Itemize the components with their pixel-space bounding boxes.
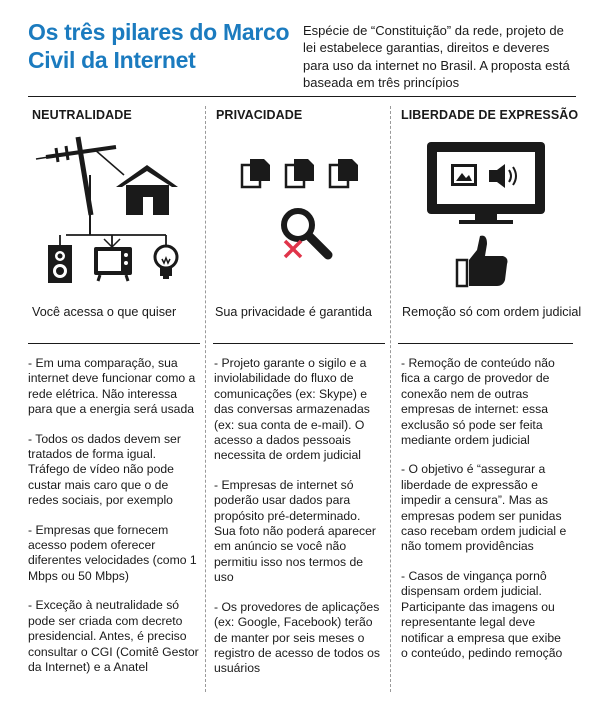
column-heading-liberdade: LIBERDADE DE EXPRESSÃO: [401, 108, 579, 122]
intro-text: Espécie de “Constituição” da rede, projeto de lei estabelece garantias, direitos e deveres para uso da internet no Brasil. A proposta está baseada em três princípios: [303, 23, 570, 91]
image-icon: [451, 164, 477, 186]
thumbs-up-icon: [457, 236, 508, 286]
list-item: - Remoção de conteúdo não fica a cargo de provedor de conexão nem de outras empresas de internet: essa exclusão só pode ser feita mediante ordem judicial: [401, 356, 555, 448]
column-separator: [205, 106, 206, 692]
list-item: - Casos de vingança pornô dispensam ordem judicial. Participante das imagens ou representante legal deve notificar a empresa que exibe o conteúdo, pedindo remoção: [401, 568, 563, 660]
neutralidade-illustration: [36, 135, 196, 290]
x-mark-icon: [285, 241, 301, 257]
house-icon: [116, 165, 178, 215]
list-item: - Todos os dados devem ser tratados de forma igual. Tráfego de vídeo não pode custar mais caro que o de redes sociais, por exemplo: [28, 431, 181, 508]
column-heading-neutralidade: NEUTRALIDADE: [32, 108, 132, 122]
page-title: Os três pilares do Marco Civil da Internet: [28, 19, 290, 73]
caption-divider: [398, 343, 573, 344]
tv-icon: [94, 239, 132, 281]
monitor-icon: [427, 142, 545, 224]
points-privacidade: [214, 356, 382, 691]
points-neutralidade: [28, 356, 200, 689]
list-item: - Projeto garante o sigilo e a inviolabilidade do fluxo de comunicações (ex: Skype) e das conversas armazenadas (ex: sua conta de e-mail). O acesso a dados pessoais necessita de ordem judicial: [214, 356, 370, 463]
liberdade-illustration: [425, 140, 550, 290]
document-icon: [286, 159, 314, 187]
caption-divider: [213, 343, 385, 344]
column-heading-privacidade: PRIVACIDADE: [216, 108, 303, 122]
points-liberdade: [401, 356, 569, 675]
document-icon: [242, 159, 270, 187]
list-item: - Exceção à neutralidade só pode ser criada com decreto presidencial. Antes, é preciso consultar o CGI (Comitê Gestor da Internet) e a Anatel: [28, 598, 199, 674]
caption-liberdade: Remoção só com ordem judicial: [402, 305, 582, 319]
privacidade-illustration: [238, 155, 368, 270]
caption-neutralidade: Você acessa o que quiser: [32, 305, 177, 319]
list-item: - O objetivo é “assegurar a liberdade de expressão e impedir a censura”. Mas as empresas podem ser punidas caso recebam ordem judicial e não tomem providências: [401, 462, 567, 554]
speaker-icon: [48, 245, 72, 283]
list-item: - Empresas de internet só poderão usar dados para propósito pré-determinado. Sua foto não poderá aparecer em anúncio se você não permitiu isso nos termos de uso: [214, 477, 376, 585]
list-item: - Empresas que fornecem acesso podem oferecer diferentes velocidades (como 1 Mbps ou 50 Mbps): [28, 522, 197, 583]
top-divider: [28, 96, 576, 97]
list-item: - Em uma comparação, sua internet deve funcionar como a rede elétrica. Não interessa para que a energia será usada: [28, 356, 196, 417]
light-bulb-icon: [155, 246, 177, 279]
column-separator: [390, 106, 391, 692]
caption-privacidade: Sua privacidade é garantida: [215, 305, 372, 319]
caption-divider: [28, 343, 200, 344]
document-icon: [330, 159, 358, 187]
power-line-icon: [36, 137, 124, 235]
list-item: - Os provedores de aplicações (ex: Google, Facebook) terão de manter por seis meses o registro de acesso de todos os usuários: [214, 599, 380, 676]
